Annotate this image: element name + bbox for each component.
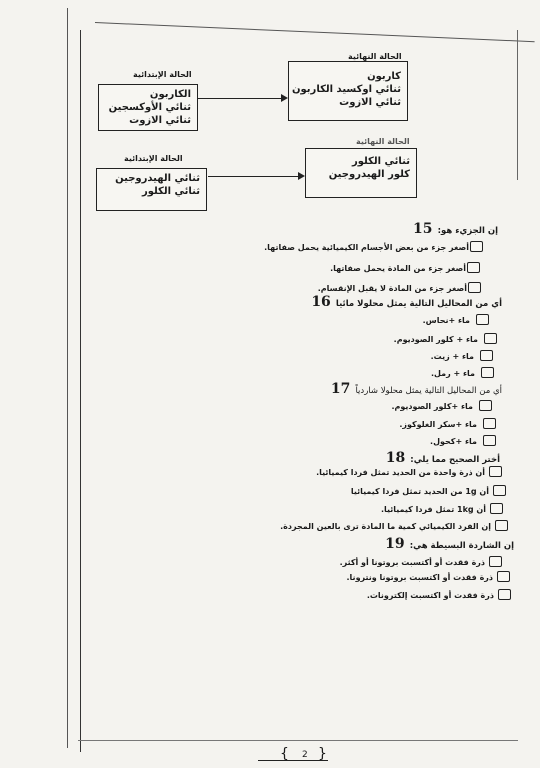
q16-option-3-text: ماء + زيت. (430, 352, 474, 361)
footer-bracket-right-icon: } (318, 746, 327, 762)
initial-state-1-line-1: الكاربون (149, 89, 191, 100)
q15-option-2-text: أصغر جزء من المادة يحمل صفاتها. (330, 264, 466, 273)
question-18-number: 18 (385, 450, 406, 466)
final-state-1-line-1: كاربون (367, 71, 401, 82)
question-16-text: أي من المحاليل التالية يمثل محلولا مائيا (335, 299, 502, 309)
question-16-number: 16 (311, 294, 331, 310)
top-border-line (95, 22, 535, 42)
right-margin-line (517, 30, 518, 180)
final-state-1-line-3: ثنائي الازوت (339, 97, 401, 108)
q17-option-3-checkbox[interactable] (483, 435, 496, 446)
q15-option-1-checkbox[interactable] (470, 241, 483, 252)
question-19-text: إن الشاردة البسيطة هي: (409, 541, 514, 551)
q18-option-1-text: أن ذرة واحدة من الحديد تمثل فردا كيميائيا. (316, 468, 485, 477)
q19-option-3-text: ذرة فقدت أو اكتسبت إلكترونات. (366, 591, 494, 600)
question-15-text: إن الجزيء هو: (437, 226, 498, 236)
question-19-number: 19 (385, 536, 405, 552)
q18-option-4-checkbox[interactable] (495, 520, 508, 531)
initial-state-header-2: الحالة الإبتدائية (124, 154, 183, 163)
initial-state-1-line-3: ثنائي الازوت (129, 115, 191, 126)
initial-state-1-line-2: ثنائي الأوكسجين (108, 102, 191, 113)
final-state-2-line-1: ثنائي الكلور (351, 156, 410, 167)
final-state-box-1 (288, 61, 408, 121)
question-15-number: 15 (413, 221, 433, 237)
bottom-line (78, 740, 518, 741)
q17-option-1-checkbox[interactable] (479, 400, 492, 411)
footer-bracket-left-icon: { (280, 746, 289, 762)
question-19 (385, 533, 514, 552)
q19-option-1-checkbox[interactable] (489, 556, 502, 567)
q19-option-2-text: ذرة فقدت أو اكتسبت بروتونا ونترونا. (346, 573, 493, 582)
final-state-1-line-2: ثنائي اوكسيد الكاربون (292, 84, 401, 95)
final-state-2-line-2: كلور الهيدروجين (328, 169, 410, 180)
question-18-text: أختر الصحيح مما يلي: (410, 455, 500, 465)
q18-option-1-checkbox[interactable] (489, 466, 502, 477)
q16-option-2-checkbox[interactable] (484, 333, 497, 344)
footer-bracket (258, 746, 328, 762)
left-margin-line-outer (67, 8, 68, 748)
question-16 (311, 291, 502, 310)
initial-state-header-1: الحالة الإبتدائية (133, 70, 192, 79)
question-17-number: 17 (330, 381, 351, 397)
initial-state-box-2 (96, 168, 207, 211)
q19-option-1-text: ذرة فقدت أو أكتسبت بروتونا أو أكثر. (339, 558, 485, 567)
reaction-arrow-1 (198, 98, 286, 99)
q16-option-1-text: ماء +نحاس. (422, 316, 470, 325)
q17-option-1-text: ماء +كلور الصوديوم. (391, 402, 473, 411)
q16-option-4-checkbox[interactable] (481, 367, 494, 378)
question-15 (413, 218, 498, 237)
q16-option-3-checkbox[interactable] (480, 350, 493, 361)
q19-option-3-checkbox[interactable] (498, 589, 511, 600)
question-17 (331, 378, 502, 397)
initial-state-box-1 (98, 84, 198, 131)
reaction-arrow-2 (208, 176, 303, 177)
q16-option-4-text: ماء + رمل. (430, 369, 475, 378)
initial-state-2-line-1: ثنائي الهيدروجين (115, 173, 200, 184)
q18-option-3-checkbox[interactable] (490, 503, 503, 514)
page-number: 2 (302, 750, 308, 760)
q19-option-2-checkbox[interactable] (497, 571, 510, 582)
q17-option-2-checkbox[interactable] (483, 418, 496, 429)
initial-state-2-line-2: ثنائي الكلور (141, 186, 200, 197)
q15-option-2-checkbox[interactable] (467, 262, 480, 273)
q17-option-2-text: ماء +سكر الغلوكوز. (399, 420, 477, 429)
final-state-header-2: الحالة النهائية (356, 137, 410, 146)
q15-option-3-text: أصغر جزء من المادة لا يقبل الإنقسام. (317, 284, 467, 293)
q18-option-2-checkbox[interactable] (493, 485, 506, 496)
final-state-header-1: الحالة النهائية (348, 52, 402, 61)
q15-option-1-text: أصغر جزء من بعض الأجسام الكيميائية يحمل صفاتها. (264, 243, 469, 252)
q16-option-1-checkbox[interactable] (476, 314, 489, 325)
q18-option-4-text: إن الفرد الكيميائي كمية ما المادة ترى بالعين المجردة. (280, 522, 491, 531)
left-margin-line-inner (80, 30, 81, 752)
q18-option-3-text: أن 1kg تمثل فردا كيميائيا. (380, 505, 486, 514)
q18-option-2-text: أن 1g من الحديد تمثل فردا كيميائيا (350, 487, 489, 496)
question-18 (386, 447, 500, 466)
final-state-box-2 (305, 148, 417, 198)
q16-option-2-text: ماء + كلور الصوديوم. (393, 335, 478, 344)
question-17-text: أي من المحاليل التالية يمثل محلولا شاردياً (355, 386, 502, 396)
q17-option-3-text: ماء +كحول. (430, 437, 477, 446)
